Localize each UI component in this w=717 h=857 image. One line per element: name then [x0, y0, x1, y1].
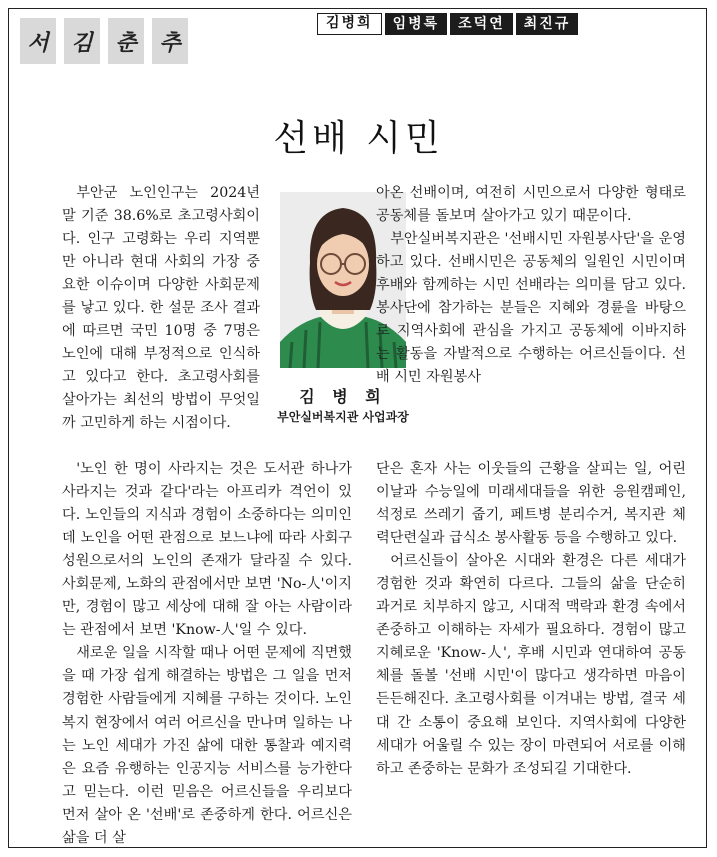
body-column-1-bottom	[62, 458, 352, 850]
series-title-char: 춘	[108, 18, 144, 64]
paragraph: 부안실버복지관은 '선배시민 자원봉사단'을 운영하고 있다. 선배시민은 공동체의 일원인 시민이며 후배와 함께하는 시민 선배라는 의미를 담고 있다. 봉사단에 참가하는 분들은 지혜와 경륜을 바탕으로 지역사회에 관심을 가지고 공동체에 이바지하는 활동을 자발적으로 수행하는 어르신들이다. 선배 시민 자원봉사	[376, 231, 686, 386]
author-name: 김 병 희	[299, 387, 387, 406]
author-tab: 임병록	[385, 13, 448, 35]
paragraph: 부안군 노인인구는 2024년 말 기준 38.6%로 초고령사회이다. 인구 고령화는 우리 지역뿐만 아니라 현대 사회의 가장 중요한 이슈이며 다양한 사회문제를 낳고 있다. 한 설문 조사 결과에 따르면 국민 10명 중 7명은 노인에 대해 부정적으로 인식하고 있다고 한다. 초고령사회를 살아가는 최선의 방법이 무엇일까 고민하게 하는 시점이다.	[62, 185, 260, 432]
paragraph: 단은 혼자 사는 이웃들의 근황을 살피는 일, 어린이날과 수능일에 미래세대들을 위한 응원캠페인, 석정로 쓰레기 줍기, 페트병 분리수거, 복지관 체력단련실과 급식소 봉사활동 등을 수행하고 있다.	[376, 461, 686, 547]
author-tab: 최진규	[516, 13, 579, 35]
author-tab: 조덕연	[450, 13, 513, 35]
author-tab-active: 김병희	[317, 13, 382, 35]
author-title: 부안실버복지관 사업과장	[277, 410, 409, 424]
paragraph: '노인 한 명이 사라지는 것은 도서관 하나가 사라지는 것과 같다'라는 아프리카 격언이 있다. 노인들의 지식과 경험이 소중하다는 의미인데 노인을 어떤 관점으로 보느냐에 따라 사회구성원으로서의 노인의 존재가 달라질 수 있다. 사회문제, 노화의 관점에서만 보면 'No-人'이지만, 경험이 많고 세상에 대해 잘 아는 사람이라는 관점에서 보면 'Know-人'일 수 있다.	[62, 461, 352, 639]
series-title-char: 서	[20, 18, 56, 64]
paragraph: 새로운 일을 시작할 때나 어떤 문제에 직면했을 때 가장 쉽게 해결하는 방법은 그 일을 먼저 경험한 사람들에게 지혜를 구하는 것이다. 노인복지 현장에서 여러 어르신을 만나며 일하는 나는 노인 세대가 가진 삶에 대한 통찰과 예지력은 요즘 유행하는 인공지능 서비스를 능가한다고 믿는다. 이런 믿음은 어르신들을 우리보다 먼저 살아 온 '선배'로 존중하게 한다. 어르신은 삶을 더 살	[62, 645, 352, 846]
series-title-char: 김	[64, 18, 100, 64]
series-title-char: 추	[152, 18, 188, 64]
column-series-title	[20, 18, 188, 64]
paragraph: 어르신들이 살아온 시대와 환경은 다른 세대가 경험한 것과 확연히 다르다. 그들의 삶을 단순히 과거로 치부하지 않고, 시대적 맥락과 환경 속에서 존중하고 이해하는 자세가 필요하다. 경험이 많고 지혜로운 'Know-人', 후배 시민과 연대하여 공동체를 돌볼 '선배 시민'이 많다고 생각하면 마음이 든든해진다. 초고령사회를 이겨내는 방법, 결국 세대 간 소통이 중요해 보인다. 지역사회에 다양한 세대가 어울릴 수 있는 장이 마련되어 서로를 이해하고 존중하는 문화가 조성되길 기대한다.	[376, 553, 686, 777]
paragraph: 아온 선배이며, 여전히 시민으로서 다양한 형태로 공동체를 돌보며 살아가고 있기 때문이다.	[376, 185, 686, 225]
body-column-2-bottom	[376, 458, 686, 781]
author-tabs	[317, 13, 578, 35]
headline: 선배 시민	[273, 118, 444, 159]
body-column-2-top	[376, 182, 686, 389]
body-column-1-top	[62, 182, 260, 436]
